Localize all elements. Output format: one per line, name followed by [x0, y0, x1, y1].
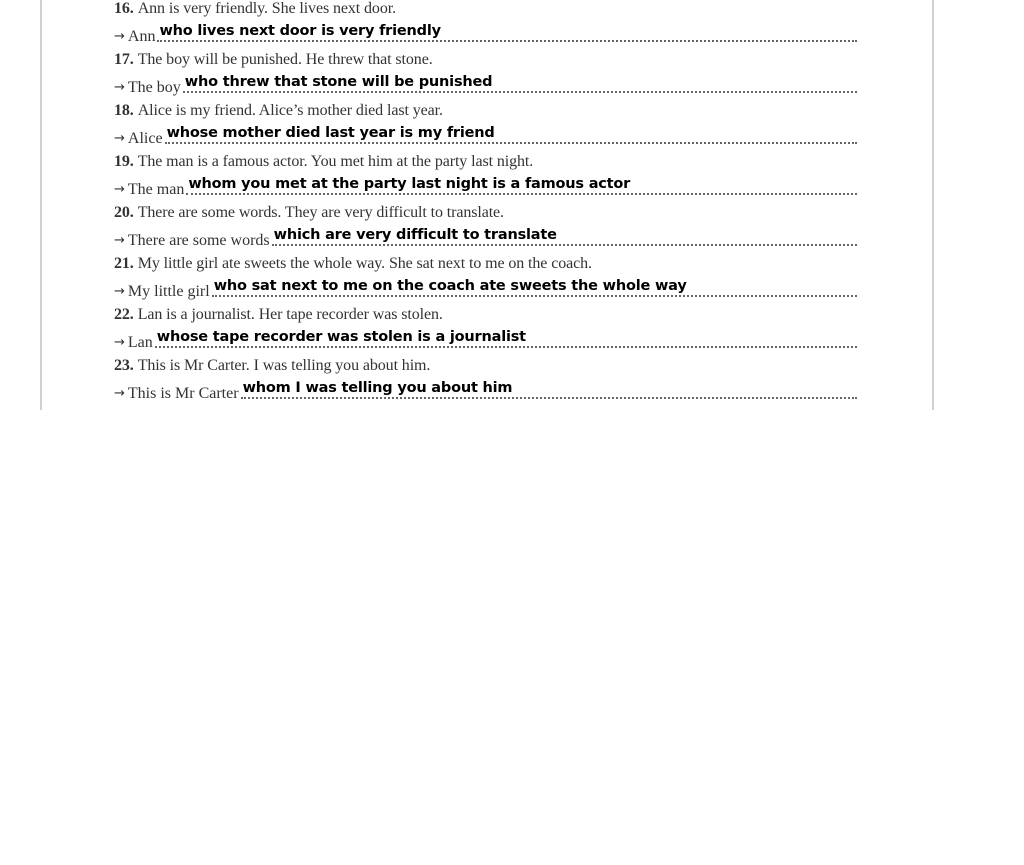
answer-blank[interactable] — [157, 18, 857, 42]
question-16 — [114, 0, 396, 18]
question-text: The man is a famous actor. You met him at the party last night. — [137, 153, 534, 170]
question-text: Lan is a journalist. Her tape recorder was stolen. — [137, 306, 443, 323]
answer-line-23 — [114, 381, 857, 403]
answer-prefix: Lan — [127, 334, 153, 351]
exercise-23 — [42, 357, 932, 409]
question-19 — [114, 153, 533, 171]
answer-line-21 — [114, 279, 857, 301]
question-18 — [114, 102, 443, 120]
question-number: 21. — [114, 255, 134, 272]
answer-text: whose mother died last year is my friend — [166, 125, 495, 141]
arrow-icon: → — [114, 284, 125, 299]
answer-text: whom I was telling you about him — [242, 380, 513, 396]
question-number: 17. — [114, 51, 134, 68]
answer-line-18 — [114, 126, 857, 148]
question-text: This is Mr Carter. I was telling you about him. — [137, 357, 431, 374]
answer-prefix: Alice — [127, 130, 163, 147]
answer-text: whom you met at the party last night is a famous actor — [188, 176, 631, 192]
exercise-19 — [42, 153, 932, 205]
exercise-16 — [42, 0, 932, 52]
question-text: Alice is my friend. Alice’s mother died last year. — [137, 102, 443, 119]
arrow-icon: → — [114, 182, 125, 197]
exercise-17 — [42, 51, 932, 103]
answer-prefix: My little girl — [127, 283, 210, 300]
answer-text: which are very difficult to translate — [273, 227, 557, 243]
answer-line-17 — [114, 75, 857, 97]
document-page — [40, 0, 934, 410]
question-number: 20. — [114, 204, 134, 221]
answer-blank[interactable] — [155, 324, 857, 348]
question-text: My little girl ate sweets the whole way. She sat next to me on the coach. — [137, 255, 592, 272]
answer-prefix: There are some words — [127, 232, 270, 249]
question-text: There are some words. They are very difficult to translate. — [137, 204, 504, 221]
answer-blank[interactable] — [183, 69, 857, 93]
arrow-icon: → — [114, 80, 125, 95]
answer-prefix: The man — [127, 181, 185, 198]
arrow-icon: → — [114, 131, 125, 146]
exercise-21 — [42, 255, 932, 307]
answer-blank[interactable] — [212, 273, 857, 297]
answer-prefix: This is Mr Carter — [127, 385, 239, 402]
question-number: 16. — [114, 0, 134, 17]
answer-line-22 — [114, 330, 857, 352]
answer-blank[interactable] — [272, 222, 857, 246]
answer-text: who lives next door is very friendly — [159, 23, 441, 39]
question-text: Ann is very friendly. She lives next door. — [137, 0, 396, 17]
arrow-icon: → — [114, 386, 125, 401]
answer-text: who threw that stone will be punished — [184, 74, 493, 90]
question-17 — [114, 51, 433, 69]
answer-line-19 — [114, 177, 857, 199]
question-text: The boy will be punished. He threw that stone. — [137, 51, 433, 68]
exercise-22 — [42, 306, 932, 358]
question-22 — [114, 306, 443, 324]
question-number: 23. — [114, 357, 134, 374]
answer-blank[interactable] — [241, 375, 857, 399]
exercise-18 — [42, 102, 932, 154]
question-21 — [114, 255, 592, 273]
question-number: 19. — [114, 153, 134, 170]
question-number: 22. — [114, 306, 134, 323]
arrow-icon: → — [114, 335, 125, 350]
answer-text: whose tape recorder was stolen is a journalist — [156, 329, 526, 345]
arrow-icon: → — [114, 29, 125, 44]
answer-blank[interactable] — [165, 120, 857, 144]
question-23 — [114, 357, 430, 375]
answer-line-16 — [114, 24, 857, 46]
answer-text: who sat next to me on the coach ate sweets the whole way — [213, 278, 687, 294]
arrow-icon: → — [114, 233, 125, 248]
answer-prefix: The boy — [127, 79, 181, 96]
question-number: 18. — [114, 102, 134, 119]
answer-prefix: Ann — [127, 28, 156, 45]
answer-blank[interactable] — [186, 171, 857, 195]
question-20 — [114, 204, 504, 222]
exercise-20 — [42, 204, 932, 256]
answer-line-20 — [114, 228, 857, 250]
